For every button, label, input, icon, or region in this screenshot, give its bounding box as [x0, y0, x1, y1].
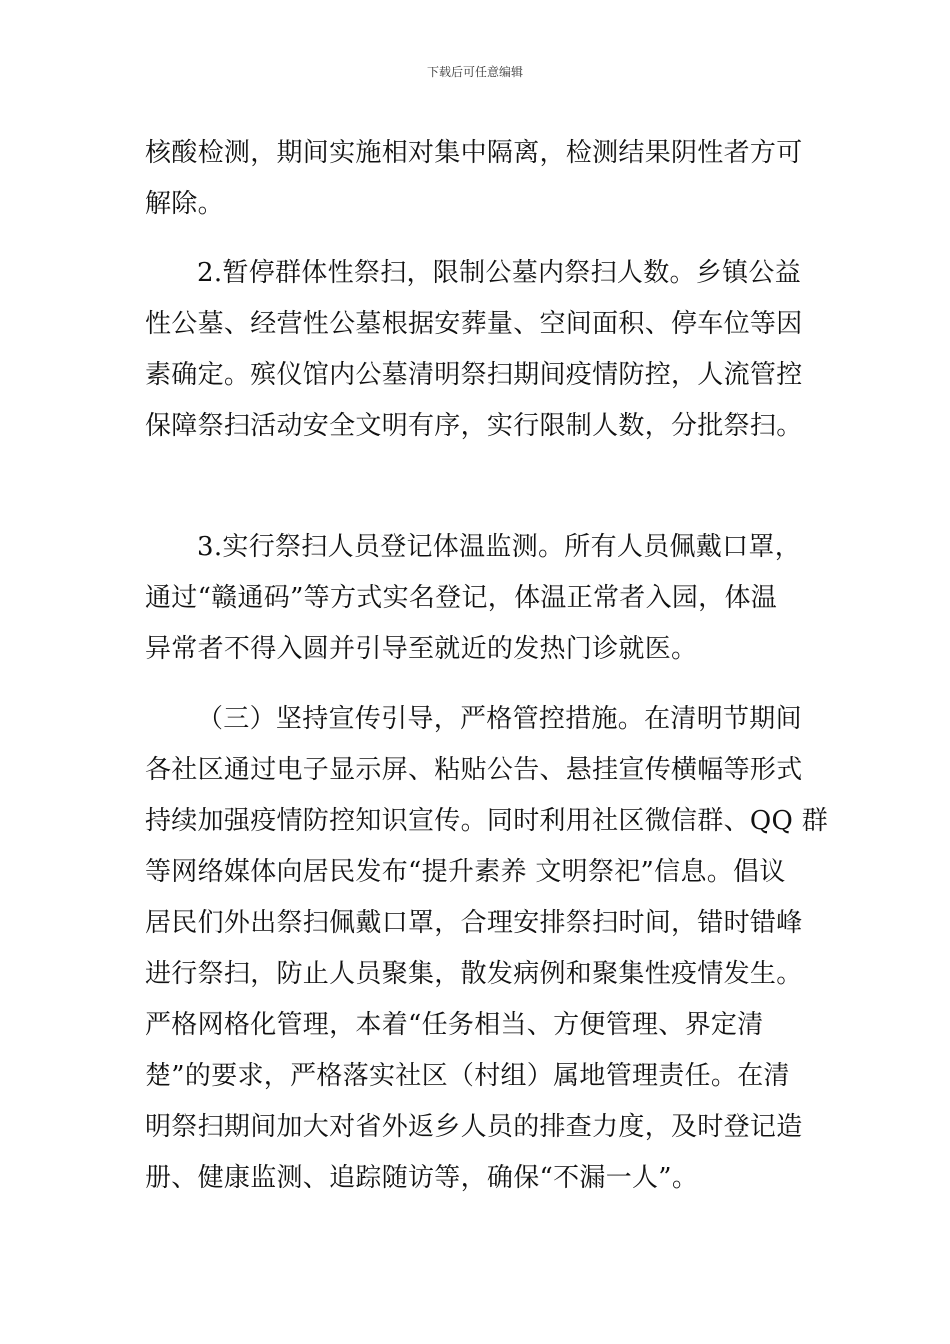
text-line: 居民们外出祭扫佩戴口罩，合理安排祭扫时间，错时错峰	[145, 908, 803, 938]
text-line: （三）坚持宣传引导，严格管控措施。在清明节期间	[197, 704, 802, 734]
text-line: 3.实行祭扫人员登记体温监测。所有人员佩戴口罩，	[197, 532, 802, 562]
text-line: 明祭扫期间加大对省外返乡人员的排查力度，及时登记造	[145, 1112, 803, 1142]
text-line: 素确定。殡仪馆内公墓清明祭扫期间疫情防控，人流管控	[145, 360, 803, 390]
text-line: 持续加强疫情防控知识宣传。同时利用社区微信群、QQ 群	[145, 806, 828, 836]
text-line: 楚”的要求，严格落实社区（村组）属地管理责任。在清	[145, 1061, 790, 1091]
page-header-text: 下载后可任意编辑	[426, 65, 523, 79]
text-line: 各社区通过电子显示屏、粘贴公告、悬挂宣传横幅等形式	[145, 755, 803, 785]
text-line: 核酸检测，期间实施相对集中隔离，检测结果阴性者方可	[145, 138, 803, 168]
text-line: 通过“赣通码”等方式实名登记，体温正常者入园，体温	[145, 583, 778, 613]
paragraph-section-3	[145, 694, 828, 1204]
text-line: 册、健康监测、追踪随访等，确保“不漏一人”。	[145, 1163, 699, 1193]
text-line: 严格网格化管理，本着“任务相当、方便管理、界定清	[145, 1010, 764, 1040]
text-line: 等网络媒体向居民发布“提升素养 文明祭祀”信息。倡议	[145, 857, 786, 887]
page-header	[0, 64, 950, 80]
text-line: 保障祭扫活动安全文明有序，实行限制人数，分批祭扫。	[145, 411, 803, 441]
text-line: 进行祭扫，防止人员聚集，散发病例和聚集性疫情发生。	[145, 959, 803, 989]
text-line: 解除。	[145, 189, 224, 219]
text-line: 异常者不得入圆并引导至就近的发热门诊就医。	[145, 634, 698, 664]
text-line: 2.暂停群体性祭扫，限制公墓内祭扫人数。乡镇公益	[197, 258, 802, 288]
paragraph-item-3	[145, 522, 811, 675]
paragraph-continuation	[145, 128, 811, 230]
text-line: 性公墓、经营性公墓根据安葬量、空间面积、停车位等因	[145, 309, 803, 339]
paragraph-item-2	[145, 248, 811, 452]
